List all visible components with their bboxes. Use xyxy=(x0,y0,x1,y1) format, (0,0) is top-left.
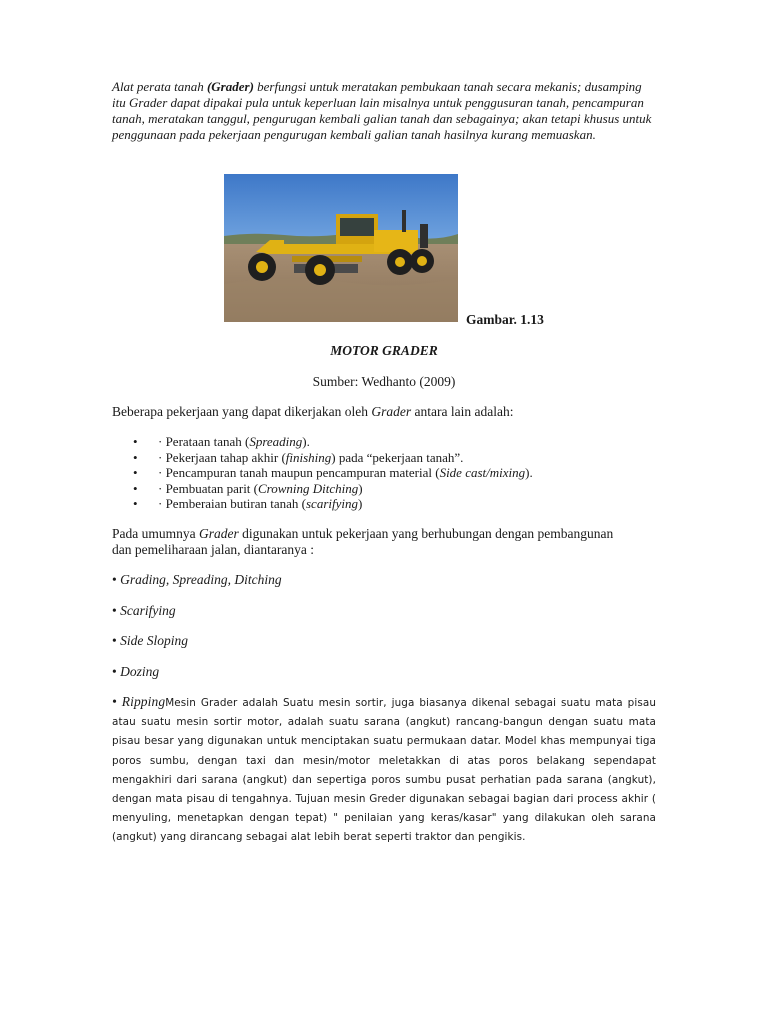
body-lead-word: Ripping xyxy=(121,694,166,709)
list-item-italic: scarifying xyxy=(306,496,358,511)
uses-intro-before: Pada umumnya xyxy=(112,526,199,541)
uses-intro-after: digunakan untuk pekerjaan yang berhubungan dengan pembangunan dan pemeliharaan jalan, diantaranya : xyxy=(112,526,614,557)
use-item xyxy=(112,572,282,588)
use-item xyxy=(112,603,176,619)
use-item xyxy=(112,664,159,680)
intro-text-before: Alat perata tanah xyxy=(112,79,207,94)
use-item-text: Dozing xyxy=(120,664,160,679)
list-item-text: · Perataan tanah ( xyxy=(158,434,250,449)
bullet: • xyxy=(112,664,117,679)
bullet: • xyxy=(112,572,117,587)
figure-title: MOTOR GRADER xyxy=(330,343,438,358)
list-item-text: · Pencampuran tanah maupun pencampuran material ( xyxy=(158,465,440,480)
bullet: • xyxy=(112,694,117,709)
list-item-italic: Spreading xyxy=(249,434,303,449)
body-text: Mesin Grader adalah Suatu mesin sortir, juga biasanya dikenal sebagai suatu mata pisau atau suatu mesin sortir motor, adalah suatu sarana (angkut) rancang-bangun dengan suatu mata pisau besar yang digunakan untuk menciptakan suatu permukaan datar. Model khas mempunyai tiga poros sumbu, dengan taxi dan mesin/motor meletakkan di atas poros belakang sependapat mengakhiri dari sarana (angkut) dan sepertiga poros sumbu pusat perhatian pada sarana (angkut), dengan mata pisau di tengahnya. Tujuan mesin Greder digunakan sebagai bagian dari process akhir ( menyuling, menetapkan dengan tepat) " penilaian yang keras/kasar" yang dilakukan oleh sarana (angkut) yang dirancang sebagai alat lebih berat seperti traktor dan pengikis. xyxy=(112,697,656,844)
use-item-text: Scarifying xyxy=(120,603,176,618)
list-item xyxy=(130,496,533,512)
list-item xyxy=(130,434,533,450)
list-item xyxy=(130,450,533,466)
body-paragraph xyxy=(112,692,656,848)
tasks-intro xyxy=(112,404,513,420)
intro-paragraph xyxy=(112,79,657,143)
list-item-text: · Pembuatan parit ( xyxy=(158,480,258,496)
list-item-text: · Pekerjaan tahap akhir ( xyxy=(158,449,286,465)
uses-intro-paragraph xyxy=(112,526,632,558)
list-item-text: ) pada “pekerjaan tanah”. xyxy=(331,449,464,465)
tasks-list xyxy=(130,434,533,512)
intro-bold-term: (Grader) xyxy=(206,79,254,94)
list-item-text: ) xyxy=(358,480,363,496)
list-item-italic: Crowning Ditching xyxy=(258,480,359,496)
uses-intro-italic: Grader xyxy=(199,526,239,541)
list-item-italic: finishing xyxy=(285,449,332,465)
use-item-text: Side Sloping xyxy=(120,633,188,648)
list-item-text: ). xyxy=(302,434,310,449)
tasks-intro-after: antara lain adalah: xyxy=(411,404,514,419)
tasks-intro-italic: Grader xyxy=(371,404,412,419)
list-item-text: · Pemberaian butiran tanah ( xyxy=(158,496,306,511)
list-item-italic: Side cast/mixing xyxy=(439,465,526,480)
use-item xyxy=(112,633,188,649)
list-item-text: ). xyxy=(525,465,533,480)
figure-number: Gambar. 1.13 xyxy=(466,312,544,327)
list-item xyxy=(130,465,533,481)
use-item-text: Grading, Spreading, Ditching xyxy=(120,572,282,587)
bullet: • xyxy=(112,603,117,618)
motor-grader-photo xyxy=(224,174,458,322)
intro-text-after: berfungsi untuk meratakan pembukaan tanah secara mekanis; dusamping itu Grader dapat dipakai pula untuk keperluan lain misalnya untuk penggusuran tanah, pencampuran tanah, meratakan tanggul, pengurugan kembali galian tanah dan sebagainya; akan tetapi khusus untuk penggunaan pada pekerjaan pengurugan kembali galian tanah hasilnya kurang memuaskan. xyxy=(112,79,652,142)
list-item xyxy=(130,481,533,497)
figure-source: Sumber: Wedhanto (2009) xyxy=(312,374,456,389)
list-item-text: ) xyxy=(358,496,363,511)
tasks-intro-before: Beberapa pekerjaan yang dapat dikerjakan oleh xyxy=(112,404,372,419)
bullet: • xyxy=(112,633,117,648)
